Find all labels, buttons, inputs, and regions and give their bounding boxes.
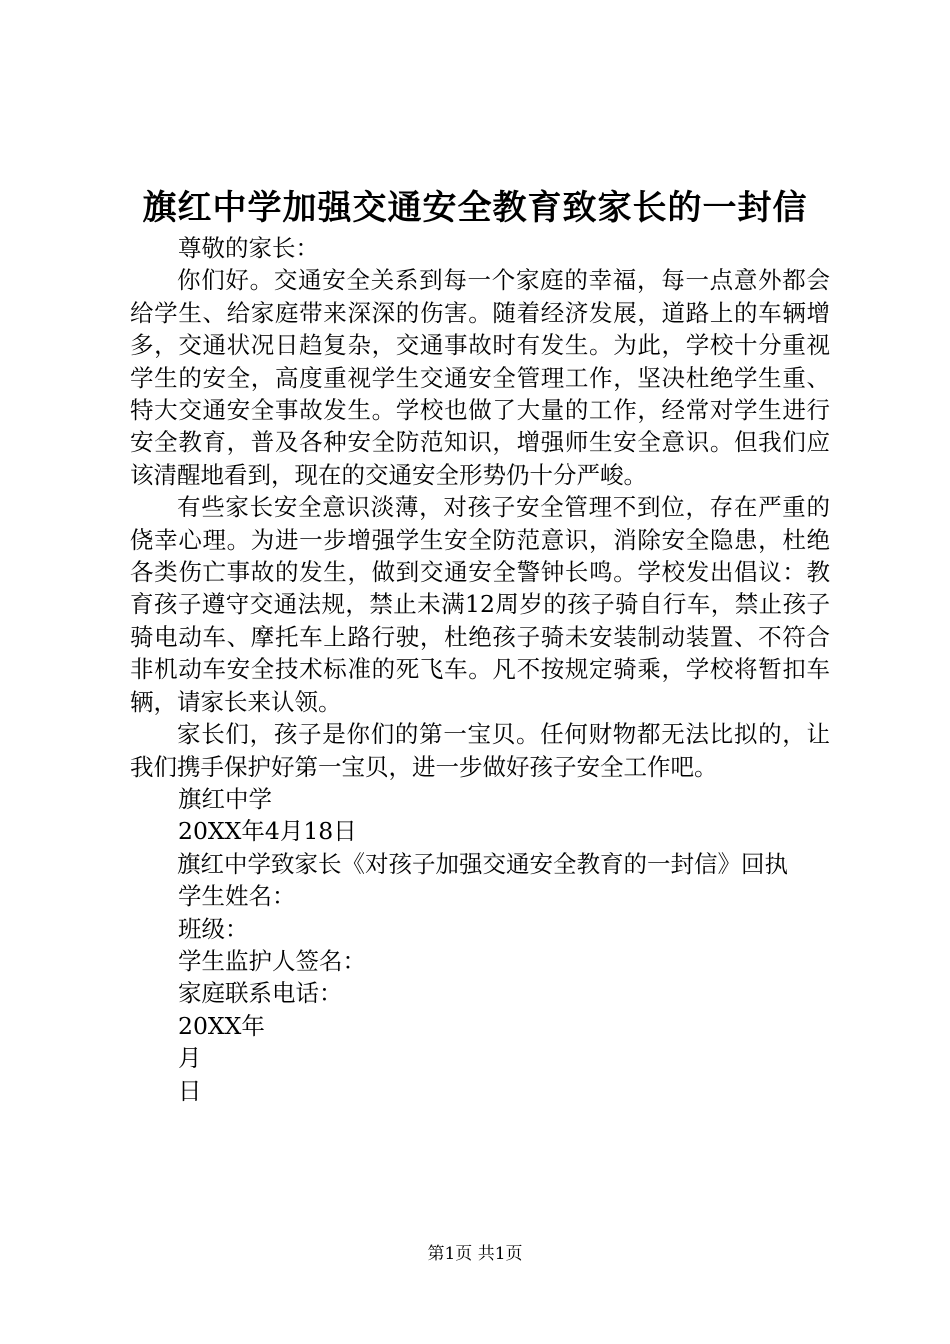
- receipt-class: 班级：: [178, 914, 249, 943]
- letter-body: [130, 232, 830, 1107]
- receipt-student-name: 学生姓名：: [178, 882, 296, 911]
- receipt-day: 日: [178, 1076, 202, 1105]
- signature: 旗红中学: [178, 784, 272, 813]
- salutation: 尊敬的家长：: [178, 234, 319, 262]
- receipt-title: 旗红中学致家长《对孩子加强交通安全教育的一封信》回执: [177, 849, 788, 878]
- letter-date: 20XX年4月18日: [178, 817, 357, 846]
- receipt-year: 20XX年: [178, 1011, 265, 1040]
- document-title: 旗红中学加强交通安全教育致家长的一封信: [142, 188, 808, 228]
- paragraph-1: 你们好。交通安全关系到每一个家庭的幸福，每一点意外都会给学生、给家庭带来深深的伤害。随着经济发展，道路上的车辆增多，交通状况日趋复杂，交通事故时有发生。为此，学校十分重视学生的安全，高度重视学生交通安全管理工作，坚决杜绝学生重、特大交通安全事故发生。学校也做了大量的工作，经常对学生进行安全教育，普及各种安全防范知识，增强师生安全意识。但我们应该清醒地看到，现在的交通安全形势仍十分严峻。: [130, 266, 830, 489]
- paragraph-2: 有些家长安全意识淡薄，对孩子安全管理不到位，存在严重的侥幸心理。为进一步增强学生安全防范意识，消除安全隐患，杜绝各类伤亡事故的发生，做到交通安全警钟长鸣。学校发出倡议：教育孩子遵守交通法规，禁止未满12周岁的孩子骑自行车，禁止孩子骑电动车、摩托车上路行驶，杜绝孩子骑未安装制动装置、不符合非机动车安全技术标准的死飞车。凡不按规定骑乘，学校将暂扣车辆，请家长来认领。: [130, 493, 830, 716]
- paragraph-3: 家长们，孩子是你们的第一宝贝。任何财物都无法比拟的，让我们携手保护好第一宝贝，进一步做好孩子安全工作吧。: [130, 720, 830, 781]
- receipt-month: 月: [178, 1044, 202, 1073]
- receipt-guardian-signature: 学生监护人签名：: [178, 946, 366, 975]
- receipt-phone: 家庭联系电话：: [178, 979, 343, 1008]
- page-footer: 第1页 共1页: [427, 1244, 523, 1264]
